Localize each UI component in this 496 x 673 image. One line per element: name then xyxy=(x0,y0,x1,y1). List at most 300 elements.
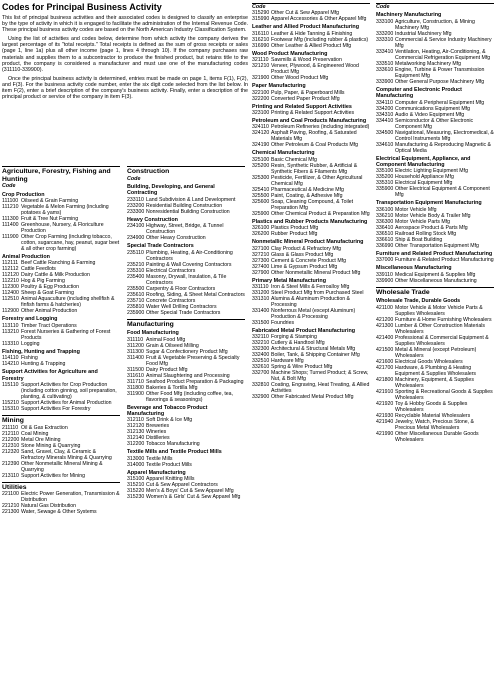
activity-code: 114110 xyxy=(2,355,19,362)
section xyxy=(2,482,120,516)
activity-code: 334200 xyxy=(376,105,394,112)
column-4 xyxy=(376,2,494,443)
activity-name: Land Subdivision & Land Development xyxy=(146,196,236,203)
activity-name: Soap, Cleaning Compound, & Toilet Preparation Mfg xyxy=(271,198,354,211)
activity-code: 334110 xyxy=(376,99,393,106)
activity-name: Beef Cattle Ranching & Farming xyxy=(21,260,96,267)
code-row xyxy=(376,377,494,389)
activity-name: Plastics Product Mfg xyxy=(271,225,319,232)
activity-code: 235710 xyxy=(127,297,145,304)
section-title: Mining xyxy=(2,415,120,425)
code-row xyxy=(2,473,120,479)
activity-code: 235210 xyxy=(127,261,145,268)
subsection-title: Food Manufacturing xyxy=(127,330,179,337)
activity-name: Forging & Stamping xyxy=(271,334,317,341)
activity-code: 421600 xyxy=(376,358,394,365)
activity-name: Communications Equipment Mfg xyxy=(395,105,470,112)
activity-name: Roofing, Siding, & Sheet Metal Contractors xyxy=(146,291,245,298)
activity-name: Other Chemical Product & Preparation Mfg xyxy=(271,210,370,217)
activity-code: 421100 xyxy=(376,304,393,311)
activity-code: 335200 xyxy=(376,174,394,181)
activity-code: 334610 xyxy=(376,141,394,148)
section-title: Construction xyxy=(127,166,245,176)
code-row xyxy=(376,130,494,142)
activity-code: 115210 xyxy=(2,400,19,407)
activity-name: Agriculture, Construction, & Mining Machinery Mfg xyxy=(395,18,475,31)
code-row xyxy=(127,441,245,447)
code-column-header: Code xyxy=(2,183,16,190)
code-row xyxy=(252,231,370,237)
activity-code: 332510 xyxy=(252,358,270,365)
activity-name: Highway, Street, Bridge, & Tunnel Construction xyxy=(146,223,224,236)
activity-code: 335100 xyxy=(376,168,394,175)
activity-name: Commercial & Service Industry Machinery Mfg xyxy=(395,36,492,49)
activity-name: Sheep & Goat Farming xyxy=(21,290,75,297)
code-row xyxy=(252,96,370,102)
code-row xyxy=(2,449,120,461)
activity-code: 332300 xyxy=(252,346,270,353)
activity-code: 421300 xyxy=(376,322,394,329)
activity-name: Other Leather & Allied Product Mfg xyxy=(271,42,352,49)
activity-code: 326200 xyxy=(252,231,270,238)
code-row xyxy=(127,209,245,215)
activity-name: Textile Product Mills xyxy=(146,461,192,468)
activity-name: Ventilation, Heating, Air-Conditioning, & Commercial Refrigeration Equipment Mfg xyxy=(395,48,491,61)
activity-code: 233200 xyxy=(127,202,145,209)
code-row xyxy=(2,329,120,341)
code-row xyxy=(252,320,370,326)
activity-name: Recyclable Material Wholesalers xyxy=(395,412,471,419)
code-row xyxy=(376,419,494,431)
activity-code: 336990 xyxy=(376,242,394,249)
activity-name: Jewelry, Watch, Precious Stone, & Precious Metal Wholesalers xyxy=(395,418,474,431)
activity-code: 333200 xyxy=(376,30,394,37)
activity-name: Men's & Boys' Cut & Sew Apparel Mfg xyxy=(146,488,234,495)
activity-code: 233300 xyxy=(127,208,145,215)
code-row xyxy=(127,391,245,403)
activity-name: Household Appliance Mfg xyxy=(395,174,454,181)
activity-name: Computer & Peripheral Equipment Mfg xyxy=(395,99,485,106)
activity-code: 325600 xyxy=(252,198,270,205)
activity-name: Other Cut & Sew Apparel Mfg xyxy=(271,10,340,17)
activity-name: Metalworking Machinery Mfg xyxy=(395,60,462,67)
activity-code: 333410 xyxy=(376,48,394,55)
activity-code: 332810 xyxy=(252,382,270,389)
activity-code: 336300 xyxy=(376,218,394,225)
code-row xyxy=(2,222,120,234)
activity-code: 321900 xyxy=(252,75,270,82)
activity-name: Spring & Wire Product Mfg xyxy=(271,364,333,371)
activity-name: Other Electrical Equipment & Component Mfg xyxy=(395,186,490,199)
activity-name: Cattle Feedlots xyxy=(21,266,56,273)
activity-name: Nonferrous Metal (except Aluminum) Production & Processing xyxy=(271,308,356,321)
code-row xyxy=(2,341,120,347)
code-row xyxy=(2,461,120,473)
code-row xyxy=(127,462,245,468)
activity-code: 421930 xyxy=(376,412,394,419)
activity-name: Cement & Concrete Product Mfg xyxy=(271,257,346,264)
activity-name: Other Petroleum & Coal Products Mfg xyxy=(271,142,359,149)
activity-code: 421920 xyxy=(376,400,394,407)
code-row xyxy=(252,211,370,217)
activity-code: 331310 xyxy=(252,296,270,303)
activity-name: Apparel Accessories & Other Apparel Mfg xyxy=(271,16,367,23)
activity-code: 336510 xyxy=(376,230,394,237)
code-row xyxy=(127,310,245,316)
activity-name: Coating, Engraving, Heat Treating, & Allied Activities xyxy=(271,382,370,395)
activity-name: Greenhouse, Nursery, & Floriculture Production xyxy=(21,222,104,234)
activity-code: 335310 xyxy=(376,180,394,187)
activity-code: 115310 xyxy=(2,406,19,413)
code-row xyxy=(376,323,494,335)
activity-name: Asphalt Paving, Roofing, & Saturated Materials Mfg xyxy=(271,130,357,143)
activity-name: Leather & Hide Tanning & Finishing xyxy=(271,30,353,37)
activity-name: Foundries xyxy=(271,320,295,327)
subsection-title: Crop Production xyxy=(2,191,45,198)
code-row xyxy=(2,491,120,503)
section-title: Manufacturing xyxy=(127,319,245,329)
activity-code: 235400 xyxy=(127,273,145,280)
activity-code: 212200 xyxy=(2,436,20,443)
section xyxy=(127,166,245,316)
activity-name: Cut & Sew Apparel Contractors xyxy=(146,482,218,489)
activity-name: Alumina & Aluminum Production & Processing xyxy=(271,296,351,309)
activity-name: Professional & Commercial Equipment & Supplies Wholesalers xyxy=(395,334,489,347)
activity-name: Cutlery & Handtool Mfg xyxy=(271,340,325,347)
activity-code: 315990 xyxy=(252,16,270,23)
activity-code: 311800 xyxy=(127,384,144,391)
subsection-title: Electrical Equipment, Appliance, and Component Manufacturing xyxy=(376,155,471,169)
activity-name: Seafood Product Preparation & Packaging xyxy=(146,378,244,385)
activity-name: Petroleum Refineries (including integrated) xyxy=(271,124,370,131)
activity-name: Manufacturing & Reproducing Magnetic & Optical Media xyxy=(395,141,492,154)
subsection-title: Apparel Manufacturing xyxy=(127,469,186,476)
code-row xyxy=(127,355,245,367)
activity-code: 311300 xyxy=(127,348,144,355)
activity-name: Motor Vehicle & Motor Vehicle Parts & Supplies Wholesalers xyxy=(395,304,483,317)
activity-name: Machine Shops; Turned Product; & Screw, Nut, & Bolt Mfg xyxy=(271,370,369,383)
activity-name: Ship & Boat Building xyxy=(395,236,443,243)
section xyxy=(252,3,370,400)
activity-name: Dairy Cattle & Milk Production xyxy=(21,272,90,279)
code-row xyxy=(2,406,120,412)
code-column-header: Code xyxy=(127,175,141,182)
activity-code: 112120 xyxy=(2,272,19,279)
activity-name: Motor Vehicle Parts Mfg xyxy=(395,218,451,225)
activity-name: Other Transportation Equipment Mfg xyxy=(395,242,479,249)
activity-code: 322100 xyxy=(252,89,270,96)
activity-name: Other Nonmetallic Mineral Mining & Quarrying xyxy=(21,460,103,473)
activity-code: 331500 xyxy=(252,320,270,327)
activity-name: Fishing xyxy=(21,355,38,362)
activity-name: Soft Drink & Ice Mfg xyxy=(146,417,193,424)
column-3 xyxy=(252,2,370,400)
subsection-title: Leather and Allied Product Manufacturing xyxy=(252,24,360,31)
activity-name: Other Heavy Construction xyxy=(146,235,206,242)
activity-name: Other Crop Farming (including tobacco, cotton, sugarcane, hay, peanut, sugar beet & all other crop farming) xyxy=(21,234,120,252)
activity-code: 331200 xyxy=(252,290,270,297)
activity-name: Tobacco Manufacturing xyxy=(146,441,200,448)
activity-code: 421910 xyxy=(376,388,394,395)
activity-name: Water, Sewage & Other Systems xyxy=(21,509,97,516)
activity-name: Timber Tract Operations xyxy=(21,322,77,329)
activity-code: 311900 xyxy=(127,390,144,397)
section xyxy=(376,3,494,284)
activity-code: 315210 xyxy=(127,482,145,489)
activity-name: Natural Gas Distribution xyxy=(21,503,77,510)
activity-name: Converted Paper Product Mfg xyxy=(271,95,340,102)
activity-code: 314000 xyxy=(127,461,145,468)
intro-paragraph: Once the principal business activity is determined, entries must be made on page 1, items F(1), F(2), and F(3). For the business activity code number, enter the six digit code selected from the list below. In item F(2), enter a brief description of the company's business activity. Finally, enter a description of the principal product or service of the company in item F(3). xyxy=(2,75,248,101)
subsection-title: Plastics and Rubber Products Manufacturing xyxy=(252,218,368,225)
code-row xyxy=(252,308,370,320)
activity-name: Railroad Rolling Stock Mfg xyxy=(395,230,457,237)
activity-code: 312110 xyxy=(127,417,144,424)
activity-code: 336610 xyxy=(376,236,394,243)
activity-name: Iron & Steel Mills & Ferroalloy Mfg xyxy=(271,284,350,291)
activity-code: 332210 xyxy=(252,340,270,347)
code-row xyxy=(376,305,494,317)
activity-name: Other General Purpose Machinery Mfg xyxy=(395,78,485,85)
activity-name: Electrical Goods Wholesalers xyxy=(395,358,463,365)
activity-code: 112400 xyxy=(2,290,19,297)
activity-code: 235900 xyxy=(127,309,145,316)
activity-name: Motor Vehicle Body & Trailer Mfg xyxy=(395,212,471,219)
activity-name: Architectural & Structural Metals Mfg xyxy=(271,346,356,353)
code-row xyxy=(2,296,120,308)
subsection-title: Miscellaneous Manufacturing xyxy=(376,265,452,272)
activity-code: 325300 xyxy=(252,174,270,181)
activity-name: Forest Nurseries & Gathering of Forest Products xyxy=(21,328,111,341)
subsection-title: Special Trade Contractors xyxy=(127,243,194,250)
activity-name: Logging xyxy=(21,340,40,347)
activity-name: Wineries xyxy=(146,429,167,436)
activity-name: Industrial Machinery Mfg xyxy=(395,30,452,37)
subsection-title: Chemical Manufacturing xyxy=(252,150,315,157)
activity-code: 333100 xyxy=(376,18,394,25)
code-row xyxy=(2,204,120,216)
subsection-title: Fishing, Hunting and Trapping xyxy=(2,348,80,355)
activity-name: Semiconductor & Other Electronic Component Mfg xyxy=(395,117,474,130)
activity-name: Other Miscellaneous Durable Goods Wholesalers xyxy=(395,430,479,443)
activity-code: 332700 xyxy=(252,370,270,377)
activity-name: Other Fabricated Metal Product Mfg xyxy=(271,394,354,401)
activity-code: 421700 xyxy=(376,364,394,371)
activity-code: 324190 xyxy=(252,142,270,149)
activity-name: Clay Product & Refractory Mfg xyxy=(271,245,342,252)
activity-name: Electrical Contractors xyxy=(146,267,196,274)
code-row xyxy=(376,257,494,263)
code-row xyxy=(376,365,494,377)
activity-code: 213110 xyxy=(2,472,19,479)
activity-code: 114210 xyxy=(2,361,19,368)
activity-name: Fruit & Vegetable Preserving & Specialty Food Mfg xyxy=(146,354,240,367)
activity-code: 316210 xyxy=(252,36,270,43)
activity-code: 315220 xyxy=(127,488,145,495)
activity-code: 334310 xyxy=(376,111,394,118)
activity-code: 421940 xyxy=(376,418,394,425)
activity-code: 336410 xyxy=(376,224,394,231)
activity-name: Breweries xyxy=(146,423,170,430)
activity-name: Support Activities for Animal Production xyxy=(21,400,112,407)
code-row xyxy=(376,278,494,284)
code-row xyxy=(376,118,494,130)
activity-name: Support Activities for Crop Production (including cotton ginning, soil preparation, planting, & cultivating) xyxy=(21,382,117,401)
activity-code: 325100 xyxy=(252,156,270,163)
activity-code: 234900 xyxy=(127,235,145,242)
activity-code: 327210 xyxy=(252,251,270,258)
activity-code: 311400 xyxy=(127,354,144,361)
code-row xyxy=(252,163,370,175)
activity-name: Water Well Drilling Contractors xyxy=(146,303,217,310)
activity-code: 313000 xyxy=(127,455,145,462)
activity-name: Printing & Related Support Activities xyxy=(271,110,355,117)
activity-name: Masonry, Drywall, Insulation, & Tile Contractors xyxy=(146,273,227,286)
code-row xyxy=(376,243,494,249)
activity-code: 324120 xyxy=(252,130,270,137)
code-row xyxy=(376,49,494,61)
code-row xyxy=(2,234,120,252)
subsection-title: Transportation Equipment Manufacturing xyxy=(376,200,482,207)
activity-code: 111300 xyxy=(2,216,19,222)
code-row xyxy=(376,347,494,359)
activity-name: Glass & Glass Product Mfg xyxy=(271,251,334,258)
code-column-header: Code xyxy=(252,4,266,10)
activity-name: Dairy Product Mfg xyxy=(146,366,188,373)
activity-name: Lumber & Other Construction Materials Wholesalers xyxy=(395,322,485,335)
activity-code: 332400 xyxy=(252,352,270,359)
activity-code: 421500 xyxy=(376,346,394,353)
code-row xyxy=(376,37,494,49)
activity-code: 331400 xyxy=(252,308,270,315)
code-row xyxy=(252,175,370,187)
activity-name: Vegetable & Melon Farming (including potatoes & yams) xyxy=(21,204,109,216)
subsection-title: Wholesale Trade, Durable Goods xyxy=(376,298,461,305)
subsection-title: Machinery Manufacturing xyxy=(376,12,442,19)
activity-code: 316990 xyxy=(252,42,270,49)
activity-code: 331110 xyxy=(252,284,269,291)
activity-code: 334410 xyxy=(376,117,394,124)
subsection-title: Heavy Construction xyxy=(127,216,178,223)
activity-code: 326100 xyxy=(252,225,270,232)
activity-code: 311500 xyxy=(127,366,144,373)
activity-name: Basic Chemical Mfg xyxy=(271,156,317,163)
subsection-title: Building, Developing, and General Contracting xyxy=(127,184,215,197)
activity-code: 235110 xyxy=(127,249,144,256)
activity-code: 312140 xyxy=(127,435,145,442)
intro-paragraph: Using the list of activities and codes below, determine from which activity the company derives the largest percentage of its "total receipts." Total receipts is defined as the sum of gross receipts or sales (page 1, line 1a) plus all other income (page 1, lines 4 through 10). If the company purchases raw materials and supplies them to a subcontractor to produce the finished product, but retains title to the product, the company is considered a manufacturer and must use one of the manufacturing codes (311110-339900). xyxy=(2,36,248,73)
subsection-title: Wood Product Manufacturing xyxy=(252,50,328,57)
code-row xyxy=(2,361,120,367)
activity-name: Other Animal Production xyxy=(21,308,78,315)
code-row xyxy=(252,296,370,308)
activity-name: Electric Power Generation, Transmission & Distribution xyxy=(21,491,120,504)
activity-name: Sugar & Confectionery Product Mfg xyxy=(146,348,228,355)
activity-code: 111210 xyxy=(2,204,19,210)
activity-code: 221210 xyxy=(2,503,20,510)
activity-code: 233110 xyxy=(127,196,144,203)
subsection-title: Textile Mills and Textile Product Mills xyxy=(127,449,222,456)
activity-code: 325900 xyxy=(252,210,270,217)
subsection-title: Primary Metal Manufacturing xyxy=(252,277,326,284)
activity-name: Metal & Mineral (except Petroleum) Wholesalers xyxy=(395,346,477,359)
code-row xyxy=(376,431,494,443)
section xyxy=(376,287,494,443)
code-row xyxy=(252,370,370,382)
activity-code: 333610 xyxy=(376,66,394,73)
section-title: Agriculture, Forestry, Fishing and Hunting xyxy=(2,166,120,183)
activity-code: 332900 xyxy=(252,394,270,401)
activity-code: 235810 xyxy=(127,303,145,310)
code-row xyxy=(127,274,245,286)
activity-name: Other Miscellaneous Manufacturing xyxy=(395,277,477,284)
code-row xyxy=(252,270,370,276)
column-2 xyxy=(127,163,245,500)
section-title: Utilities xyxy=(2,482,120,492)
intro-paragraph: This list of principal business activities and their associated codes is designed to classify an enterprise by the type of activity in which it is engaged to facilitate the administration of the Internal Revenue Code. These principal business activity codes are based on the North American Industry Classification System. xyxy=(2,15,248,34)
activity-code: 327900 xyxy=(252,269,270,276)
activity-code: 315100 xyxy=(127,476,145,483)
subsection-title: Printing and Related Support Activities xyxy=(252,103,352,110)
activity-name: Boiler, Tank, & Shipping Container Mfg xyxy=(271,352,360,359)
activity-code: 332110 xyxy=(252,334,269,341)
code-row xyxy=(252,130,370,142)
section xyxy=(127,319,245,501)
activity-code: 112510 xyxy=(2,296,19,303)
intro-section xyxy=(2,2,248,103)
subsection-title: Furniture and Related Product Manufacturing xyxy=(376,250,493,257)
activity-name: Veneer, Plywood, & Engineered Wood Product Mfg xyxy=(271,63,359,76)
code-row xyxy=(252,75,370,81)
activity-code: 312200 xyxy=(127,441,145,448)
code-row xyxy=(2,308,120,314)
page-title: Codes for Principal Business Activity xyxy=(2,2,162,12)
activity-code: 311710 xyxy=(127,378,144,385)
activity-name: Medical Equipment & Supplies Mfg xyxy=(395,271,476,278)
activity-name: Grain & Oilseed Milling xyxy=(146,342,199,349)
activity-name: Support Activities For Forestry xyxy=(21,406,91,413)
activity-code: 111400 xyxy=(2,222,19,228)
activity-code: 335900 xyxy=(376,186,394,193)
code-row xyxy=(376,67,494,79)
activity-name: Resin, Synthetic Rubber, & Artificial & Synthetic Fibers & Filaments Mfg xyxy=(271,162,358,175)
activity-code: 113310 xyxy=(2,340,19,347)
code-row xyxy=(252,199,370,211)
code-row xyxy=(127,235,245,241)
activity-name: Aerospace Product & Parts Mfg xyxy=(395,224,468,231)
activity-code: 327400 xyxy=(252,263,270,270)
activity-code: 112210 xyxy=(2,278,19,285)
code-row xyxy=(252,110,370,116)
code-row xyxy=(252,63,370,75)
code-row xyxy=(2,382,120,400)
code-row xyxy=(376,19,494,31)
activity-code: 325200 xyxy=(252,162,270,169)
activity-name: Furniture & Related Product Manufacturing xyxy=(395,257,494,264)
activity-name: Rubber Product Mfg xyxy=(271,231,318,238)
activity-code: 212390 xyxy=(2,460,20,467)
code-row xyxy=(252,394,370,400)
activity-code: 421990 xyxy=(376,430,394,437)
activity-code: 337000 xyxy=(376,257,394,264)
activity-name: Sand, Gravel, Clay, & Ceramic & Refractory Minerals Mining & Quarrying xyxy=(21,448,112,461)
activity-name: Paint, Coating, & Adhesive Mfg xyxy=(271,192,343,199)
activity-name: Other Wood Product Mfg xyxy=(271,75,329,82)
activity-code: 212310 xyxy=(2,442,20,449)
activity-code: 327100 xyxy=(252,245,270,252)
activity-code: 311200 xyxy=(127,342,144,349)
code-row xyxy=(252,142,370,148)
